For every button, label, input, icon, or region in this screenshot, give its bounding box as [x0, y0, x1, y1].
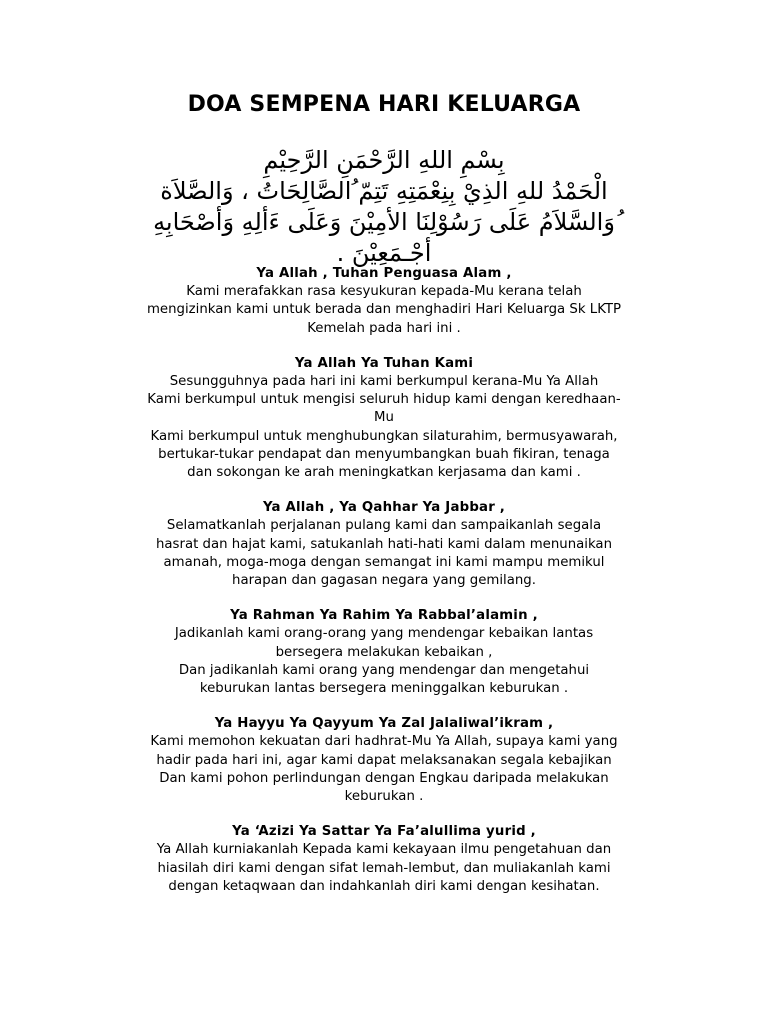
section-heading: Ya Allah Ya Tuhan Kami	[294, 355, 474, 371]
section-line: Dan kami pohon perlindungan dengan Engkau daripada melakukan	[159, 770, 609, 786]
section-heading: Ya Hayyu Ya Qayyum Ya Zal Jalaliwal’ikram ,	[214, 716, 554, 732]
section-line: Sesungguhnya pada hari ini kami berkumpul kerana-Mu Ya Allah	[169, 374, 599, 390]
prayer-section	[106, 499, 662, 590]
section-line: Kami memohon kekuatan dari hadhrat-Mu Ya Allah, supaya kami yang	[150, 734, 618, 750]
section-line: bertukar-tukar pendapat dan menyumbangkan buah fikiran, tenaga	[158, 446, 610, 462]
section-line: dan sokongan ke arah meningkatkan kerjasama dan kami .	[187, 465, 581, 481]
section-line: hasrat dan hajat kami, satukanlah hati-hati kami dalam menunaikan	[155, 536, 613, 552]
section-line: Selamatkanlah perjalanan pulang kami dan sampaikanlah segala	[166, 518, 602, 534]
section-line: dengan ketaqwaan dan indahkanlah diri kami dengan kesihatan.	[168, 878, 600, 894]
section-line: Kami merafakkan rasa kesyukuran kepada-Mu kerana telah	[186, 284, 582, 300]
document-title: DOA SEMPENA HARI KELUARGA	[187, 92, 581, 117]
prayer-section	[106, 265, 662, 338]
section-line: amanah, moga-moga dengan semangat ini kami mampu memikul	[163, 554, 605, 570]
section-heading: Ya ‘Azizi Ya Sattar Ya Fa’alullima yurid ,	[232, 824, 536, 840]
arabic-line: الْحَمْدُ للهِ الذِيْ بِنِعْمَتِهِ تَتِمّ ُالصَّالِحَاتُ ، وَالصَّلاَة	[160, 177, 608, 205]
section-line: keburukan .	[344, 789, 424, 805]
arabic-line: ُوَالسَّلاَمُ عَلَى رَسُوْلِنَا الأمِيْنَ وَعَلَى ءَألِهِ وَأصْحَابِهِ	[153, 208, 615, 236]
section-line: mengizinkan kami untuk berada dan menghadiri Hari Keluarga Sk LKTP	[146, 302, 622, 318]
section-line: Dan jadikanlah kami orang yang mendengar dan mengetahui	[178, 662, 590, 678]
prayer-body	[106, 265, 662, 896]
prayer-section	[106, 715, 662, 806]
arabic-opening	[106, 145, 662, 269]
section-line: hiasilah diri kami dengan sifat lemah-lembut, dan muliakanlah kami	[157, 860, 611, 876]
section-line: Ya Allah kurniakanlah Kepada kami kekayaan ilmu pengetahuan dan	[156, 842, 612, 858]
section-line: Jadikanlah kami orang-orang yang mendengar kebaikan lantas	[174, 626, 594, 642]
section-heading: Ya Rahman Ya Rahim Ya Rabbal’alamin ,	[230, 608, 538, 624]
prayer-section	[106, 607, 662, 698]
section-line: Mu	[374, 410, 394, 426]
prayer-section	[106, 355, 662, 482]
section-line: harapan dan gagasan negara yang gemilang.	[232, 573, 536, 589]
section-heading: Ya Allah , Ya Qahhar Ya Jabbar ,	[262, 500, 506, 516]
section-line: Kami berkumpul untuk mengisi seluruh hidup kami dengan keredhaan-	[147, 392, 621, 408]
arabic-line: بِسْمِ اللهِ الرَّحْمَنِ الرَّحِيْمِ	[263, 146, 505, 174]
section-line: Kemelah pada hari ini .	[307, 320, 461, 336]
section-line: keburukan lantas bersegera meninggalkan keburukan .	[199, 681, 569, 697]
prayer-section	[106, 823, 662, 896]
section-heading: Ya Allah , Tuhan Penguasa Alam ,	[256, 266, 512, 281]
section-line: hadir pada hari ini, agar kami dapat melaksanakan segala kebajikan	[156, 752, 612, 768]
arabic-line: أجْـمَعِيْنَ .	[336, 239, 432, 267]
section-line: Kami berkumpul untuk menghubungkan silaturahim, bermusyawarah,	[150, 428, 618, 444]
section-line: bersegera melakukan kebaikan ,	[275, 644, 493, 660]
